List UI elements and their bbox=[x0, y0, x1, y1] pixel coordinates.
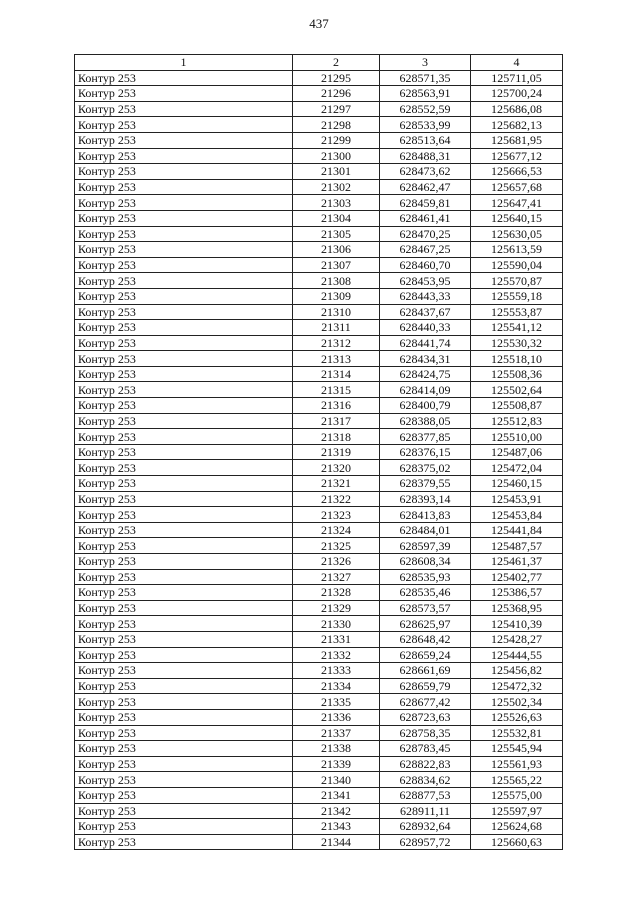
x-coordinate-cell: 628414,09 bbox=[380, 382, 471, 398]
point-number-cell: 21340 bbox=[293, 772, 380, 788]
point-number-cell: 21319 bbox=[293, 444, 380, 460]
table-row bbox=[75, 772, 563, 788]
x-coordinate-cell: 628533,99 bbox=[380, 117, 471, 133]
point-number-cell: 21298 bbox=[293, 117, 380, 133]
y-coordinate-cell: 125518,10 bbox=[471, 351, 563, 367]
x-coordinate-cell: 628473,62 bbox=[380, 164, 471, 180]
x-coordinate-cell: 628424,75 bbox=[380, 366, 471, 382]
x-coordinate-cell: 628453,95 bbox=[380, 273, 471, 289]
y-coordinate-cell: 125441,84 bbox=[471, 522, 563, 538]
contour-name-cell: Контур 253 bbox=[75, 522, 293, 538]
x-coordinate-cell: 628552,59 bbox=[380, 101, 471, 117]
contour-name-cell: Контур 253 bbox=[75, 210, 293, 226]
x-coordinate-cell: 628400,79 bbox=[380, 398, 471, 414]
contour-name-cell: Контур 253 bbox=[75, 756, 293, 772]
table-row bbox=[75, 476, 563, 492]
y-coordinate-cell: 125570,87 bbox=[471, 273, 563, 289]
table-row bbox=[75, 834, 563, 850]
contour-name-cell: Контур 253 bbox=[75, 476, 293, 492]
point-number-cell: 21311 bbox=[293, 320, 380, 336]
x-coordinate-cell: 628375,02 bbox=[380, 460, 471, 476]
contour-name-cell: Контур 253 bbox=[75, 257, 293, 273]
point-number-cell: 21326 bbox=[293, 554, 380, 570]
table-row bbox=[75, 210, 563, 226]
x-coordinate-cell: 628377,85 bbox=[380, 429, 471, 445]
table-row bbox=[75, 195, 563, 211]
y-coordinate-cell: 125502,34 bbox=[471, 694, 563, 710]
table-row bbox=[75, 304, 563, 320]
table-row bbox=[75, 335, 563, 351]
contour-name-cell: Контур 253 bbox=[75, 273, 293, 289]
table-row bbox=[75, 491, 563, 507]
y-coordinate-cell: 125453,91 bbox=[471, 491, 563, 507]
contour-name-cell: Контур 253 bbox=[75, 460, 293, 476]
contour-name-cell: Контур 253 bbox=[75, 132, 293, 148]
contour-name-cell: Контур 253 bbox=[75, 725, 293, 741]
table-row bbox=[75, 787, 563, 803]
x-coordinate-cell: 628434,31 bbox=[380, 351, 471, 367]
table-row bbox=[75, 678, 563, 694]
contour-name-cell: Контур 253 bbox=[75, 242, 293, 258]
y-coordinate-cell: 125559,18 bbox=[471, 288, 563, 304]
table-row bbox=[75, 70, 563, 86]
point-number-cell: 21302 bbox=[293, 179, 380, 195]
point-number-cell: 21336 bbox=[293, 709, 380, 725]
contour-name-cell: Контур 253 bbox=[75, 429, 293, 445]
contour-name-cell: Контур 253 bbox=[75, 819, 293, 835]
contour-name-cell: Контур 253 bbox=[75, 491, 293, 507]
y-coordinate-cell: 125681,95 bbox=[471, 132, 563, 148]
point-number-cell: 21321 bbox=[293, 476, 380, 492]
column-header-4: 4 bbox=[471, 55, 563, 71]
contour-name-cell: Контур 253 bbox=[75, 663, 293, 679]
point-number-cell: 21303 bbox=[293, 195, 380, 211]
y-coordinate-cell: 125530,32 bbox=[471, 335, 563, 351]
table-row bbox=[75, 709, 563, 725]
y-coordinate-cell: 125428,27 bbox=[471, 631, 563, 647]
table-row bbox=[75, 460, 563, 476]
point-number-cell: 21323 bbox=[293, 507, 380, 523]
table-row bbox=[75, 257, 563, 273]
x-coordinate-cell: 628659,24 bbox=[380, 647, 471, 663]
point-number-cell: 21306 bbox=[293, 242, 380, 258]
point-number-cell: 21313 bbox=[293, 351, 380, 367]
contour-name-cell: Контур 253 bbox=[75, 320, 293, 336]
x-coordinate-cell: 628877,53 bbox=[380, 787, 471, 803]
table-row bbox=[75, 351, 563, 367]
y-coordinate-cell: 125561,93 bbox=[471, 756, 563, 772]
point-number-cell: 21322 bbox=[293, 491, 380, 507]
column-header-3: 3 bbox=[380, 55, 471, 71]
y-coordinate-cell: 125677,12 bbox=[471, 148, 563, 164]
contour-name-cell: Контур 253 bbox=[75, 554, 293, 570]
point-number-cell: 21333 bbox=[293, 663, 380, 679]
contour-name-cell: Контур 253 bbox=[75, 117, 293, 133]
table-row bbox=[75, 538, 563, 554]
x-coordinate-cell: 628376,15 bbox=[380, 444, 471, 460]
table-row bbox=[75, 600, 563, 616]
point-number-cell: 21342 bbox=[293, 803, 380, 819]
y-coordinate-cell: 125565,22 bbox=[471, 772, 563, 788]
point-number-cell: 21328 bbox=[293, 585, 380, 601]
y-coordinate-cell: 125660,63 bbox=[471, 834, 563, 850]
y-coordinate-cell: 125410,39 bbox=[471, 616, 563, 632]
table-row bbox=[75, 101, 563, 117]
point-number-cell: 21332 bbox=[293, 647, 380, 663]
contour-name-cell: Контур 253 bbox=[75, 226, 293, 242]
x-coordinate-cell: 628822,83 bbox=[380, 756, 471, 772]
x-coordinate-cell: 628441,74 bbox=[380, 335, 471, 351]
x-coordinate-cell: 628758,35 bbox=[380, 725, 471, 741]
table-row bbox=[75, 320, 563, 336]
contour-name-cell: Контур 253 bbox=[75, 70, 293, 86]
y-coordinate-cell: 125711,05 bbox=[471, 70, 563, 86]
table-row bbox=[75, 429, 563, 445]
y-coordinate-cell: 125472,32 bbox=[471, 678, 563, 694]
point-number-cell: 21320 bbox=[293, 460, 380, 476]
table-row bbox=[75, 585, 563, 601]
contour-name-cell: Контур 253 bbox=[75, 569, 293, 585]
y-coordinate-cell: 125508,36 bbox=[471, 366, 563, 382]
contour-name-cell: Контур 253 bbox=[75, 694, 293, 710]
x-coordinate-cell: 628413,83 bbox=[380, 507, 471, 523]
table-row bbox=[75, 554, 563, 570]
contour-name-cell: Контур 253 bbox=[75, 413, 293, 429]
table-row bbox=[75, 694, 563, 710]
y-coordinate-cell: 125510,00 bbox=[471, 429, 563, 445]
table-row bbox=[75, 132, 563, 148]
contour-name-cell: Контур 253 bbox=[75, 600, 293, 616]
point-number-cell: 21344 bbox=[293, 834, 380, 850]
point-number-cell: 21295 bbox=[293, 70, 380, 86]
point-number-cell: 21324 bbox=[293, 522, 380, 538]
y-coordinate-cell: 125682,13 bbox=[471, 117, 563, 133]
table-row bbox=[75, 663, 563, 679]
x-coordinate-cell: 628659,79 bbox=[380, 678, 471, 694]
x-coordinate-cell: 628661,69 bbox=[380, 663, 471, 679]
y-coordinate-cell: 125700,24 bbox=[471, 86, 563, 102]
x-coordinate-cell: 628573,57 bbox=[380, 600, 471, 616]
x-coordinate-cell: 628488,31 bbox=[380, 148, 471, 164]
table-row bbox=[75, 725, 563, 741]
coordinates-table bbox=[74, 54, 563, 850]
y-coordinate-cell: 125590,04 bbox=[471, 257, 563, 273]
point-number-cell: 21316 bbox=[293, 398, 380, 414]
point-number-cell: 21304 bbox=[293, 210, 380, 226]
table-row bbox=[75, 616, 563, 632]
x-coordinate-cell: 628625,97 bbox=[380, 616, 471, 632]
x-coordinate-cell: 628834,62 bbox=[380, 772, 471, 788]
x-coordinate-cell: 628379,55 bbox=[380, 476, 471, 492]
contour-name-cell: Контур 253 bbox=[75, 335, 293, 351]
contour-name-cell: Контур 253 bbox=[75, 709, 293, 725]
table-row bbox=[75, 382, 563, 398]
table-row bbox=[75, 522, 563, 538]
contour-name-cell: Контур 253 bbox=[75, 164, 293, 180]
point-number-cell: 21305 bbox=[293, 226, 380, 242]
table-row bbox=[75, 631, 563, 647]
contour-name-cell: Контур 253 bbox=[75, 787, 293, 803]
table-row bbox=[75, 288, 563, 304]
contour-name-cell: Контур 253 bbox=[75, 351, 293, 367]
contour-name-cell: Контур 253 bbox=[75, 366, 293, 382]
point-number-cell: 21331 bbox=[293, 631, 380, 647]
point-number-cell: 21338 bbox=[293, 741, 380, 757]
point-number-cell: 21297 bbox=[293, 101, 380, 117]
x-coordinate-cell: 628484,01 bbox=[380, 522, 471, 538]
x-coordinate-cell: 628467,25 bbox=[380, 242, 471, 258]
x-coordinate-cell: 628535,93 bbox=[380, 569, 471, 585]
contour-name-cell: Контур 253 bbox=[75, 678, 293, 694]
y-coordinate-cell: 125532,81 bbox=[471, 725, 563, 741]
x-coordinate-cell: 628470,25 bbox=[380, 226, 471, 242]
table-row bbox=[75, 273, 563, 289]
y-coordinate-cell: 125508,87 bbox=[471, 398, 563, 414]
table-body bbox=[75, 70, 563, 850]
x-coordinate-cell: 628461,41 bbox=[380, 210, 471, 226]
point-number-cell: 21301 bbox=[293, 164, 380, 180]
point-number-cell: 21337 bbox=[293, 725, 380, 741]
contour-name-cell: Контур 253 bbox=[75, 398, 293, 414]
x-coordinate-cell: 628563,91 bbox=[380, 86, 471, 102]
x-coordinate-cell: 628597,39 bbox=[380, 538, 471, 554]
y-coordinate-cell: 125666,53 bbox=[471, 164, 563, 180]
x-coordinate-cell: 628535,46 bbox=[380, 585, 471, 601]
table-row bbox=[75, 647, 563, 663]
column-header-1: 1 bbox=[75, 55, 293, 71]
point-number-cell: 21329 bbox=[293, 600, 380, 616]
y-coordinate-cell: 125402,77 bbox=[471, 569, 563, 585]
y-coordinate-cell: 125553,87 bbox=[471, 304, 563, 320]
y-coordinate-cell: 125487,06 bbox=[471, 444, 563, 460]
point-number-cell: 21308 bbox=[293, 273, 380, 289]
contour-name-cell: Контур 253 bbox=[75, 304, 293, 320]
contour-name-cell: Контур 253 bbox=[75, 647, 293, 663]
table-row bbox=[75, 179, 563, 195]
contour-name-cell: Контур 253 bbox=[75, 195, 293, 211]
page-number: 437 bbox=[309, 16, 329, 31]
contour-name-cell: Контур 253 bbox=[75, 538, 293, 554]
x-coordinate-cell: 628608,34 bbox=[380, 554, 471, 570]
table-row bbox=[75, 366, 563, 382]
y-coordinate-cell: 125686,08 bbox=[471, 101, 563, 117]
x-coordinate-cell: 628459,81 bbox=[380, 195, 471, 211]
point-number-cell: 21296 bbox=[293, 86, 380, 102]
contour-name-cell: Контур 253 bbox=[75, 803, 293, 819]
point-number-cell: 21343 bbox=[293, 819, 380, 835]
table-row bbox=[75, 507, 563, 523]
x-coordinate-cell: 628723,63 bbox=[380, 709, 471, 725]
table-row bbox=[75, 741, 563, 757]
x-coordinate-cell: 628957,72 bbox=[380, 834, 471, 850]
y-coordinate-cell: 125545,94 bbox=[471, 741, 563, 757]
point-number-cell: 21317 bbox=[293, 413, 380, 429]
y-coordinate-cell: 125512,83 bbox=[471, 413, 563, 429]
table-row bbox=[75, 164, 563, 180]
contour-name-cell: Контур 253 bbox=[75, 148, 293, 164]
y-coordinate-cell: 125647,41 bbox=[471, 195, 563, 211]
y-coordinate-cell: 125613,59 bbox=[471, 242, 563, 258]
column-header-2: 2 bbox=[293, 55, 380, 71]
contour-name-cell: Контур 253 bbox=[75, 86, 293, 102]
table-row bbox=[75, 756, 563, 772]
point-number-cell: 21307 bbox=[293, 257, 380, 273]
table-row bbox=[75, 242, 563, 258]
x-coordinate-cell: 628677,42 bbox=[380, 694, 471, 710]
table-row bbox=[75, 117, 563, 133]
contour-name-cell: Контур 253 bbox=[75, 616, 293, 632]
contour-name-cell: Контур 253 bbox=[75, 288, 293, 304]
x-coordinate-cell: 628388,05 bbox=[380, 413, 471, 429]
contour-name-cell: Контур 253 bbox=[75, 772, 293, 788]
point-number-cell: 21335 bbox=[293, 694, 380, 710]
point-number-cell: 21318 bbox=[293, 429, 380, 445]
x-coordinate-cell: 628437,67 bbox=[380, 304, 471, 320]
contour-name-cell: Контур 253 bbox=[75, 631, 293, 647]
point-number-cell: 21299 bbox=[293, 132, 380, 148]
y-coordinate-cell: 125386,57 bbox=[471, 585, 563, 601]
table-row bbox=[75, 569, 563, 585]
point-number-cell: 21300 bbox=[293, 148, 380, 164]
y-coordinate-cell: 125541,12 bbox=[471, 320, 563, 336]
y-coordinate-cell: 125597,97 bbox=[471, 803, 563, 819]
table-row bbox=[75, 86, 563, 102]
y-coordinate-cell: 125453,84 bbox=[471, 507, 563, 523]
x-coordinate-cell: 628513,64 bbox=[380, 132, 471, 148]
x-coordinate-cell: 628648,42 bbox=[380, 631, 471, 647]
point-number-cell: 21314 bbox=[293, 366, 380, 382]
y-coordinate-cell: 125630,05 bbox=[471, 226, 563, 242]
y-coordinate-cell: 125575,00 bbox=[471, 787, 563, 803]
contour-name-cell: Контур 253 bbox=[75, 444, 293, 460]
x-coordinate-cell: 628393,14 bbox=[380, 491, 471, 507]
point-number-cell: 21310 bbox=[293, 304, 380, 320]
point-number-cell: 21327 bbox=[293, 569, 380, 585]
x-coordinate-cell: 628462,47 bbox=[380, 179, 471, 195]
point-number-cell: 21312 bbox=[293, 335, 380, 351]
y-coordinate-cell: 125502,64 bbox=[471, 382, 563, 398]
table-row bbox=[75, 803, 563, 819]
point-number-cell: 21334 bbox=[293, 678, 380, 694]
y-coordinate-cell: 125460,15 bbox=[471, 476, 563, 492]
table-row bbox=[75, 413, 563, 429]
y-coordinate-cell: 125624,68 bbox=[471, 819, 563, 835]
y-coordinate-cell: 125472,04 bbox=[471, 460, 563, 476]
contour-name-cell: Контур 253 bbox=[75, 507, 293, 523]
x-coordinate-cell: 628460,70 bbox=[380, 257, 471, 273]
x-coordinate-cell: 628571,35 bbox=[380, 70, 471, 86]
contour-name-cell: Контур 253 bbox=[75, 834, 293, 850]
y-coordinate-cell: 125444,55 bbox=[471, 647, 563, 663]
point-number-cell: 21341 bbox=[293, 787, 380, 803]
contour-name-cell: Контур 253 bbox=[75, 585, 293, 601]
table-row bbox=[75, 819, 563, 835]
table-row bbox=[75, 148, 563, 164]
x-coordinate-cell: 628783,45 bbox=[380, 741, 471, 757]
y-coordinate-cell: 125657,68 bbox=[471, 179, 563, 195]
y-coordinate-cell: 125456,82 bbox=[471, 663, 563, 679]
header-row bbox=[75, 55, 563, 71]
y-coordinate-cell: 125526,63 bbox=[471, 709, 563, 725]
contour-name-cell: Контур 253 bbox=[75, 382, 293, 398]
x-coordinate-cell: 628443,33 bbox=[380, 288, 471, 304]
y-coordinate-cell: 125368,95 bbox=[471, 600, 563, 616]
point-number-cell: 21330 bbox=[293, 616, 380, 632]
point-number-cell: 21339 bbox=[293, 756, 380, 772]
x-coordinate-cell: 628440,33 bbox=[380, 320, 471, 336]
table-row bbox=[75, 398, 563, 414]
contour-name-cell: Контур 253 bbox=[75, 101, 293, 117]
y-coordinate-cell: 125461,37 bbox=[471, 554, 563, 570]
x-coordinate-cell: 628932,64 bbox=[380, 819, 471, 835]
y-coordinate-cell: 125640,15 bbox=[471, 210, 563, 226]
contour-name-cell: Контур 253 bbox=[75, 179, 293, 195]
contour-name-cell: Контур 253 bbox=[75, 741, 293, 757]
point-number-cell: 21315 bbox=[293, 382, 380, 398]
point-number-cell: 21309 bbox=[293, 288, 380, 304]
x-coordinate-cell: 628911,11 bbox=[380, 803, 471, 819]
y-coordinate-cell: 125487,57 bbox=[471, 538, 563, 554]
table-header bbox=[75, 55, 563, 71]
point-number-cell: 21325 bbox=[293, 538, 380, 554]
table-row bbox=[75, 226, 563, 242]
table-row bbox=[75, 444, 563, 460]
